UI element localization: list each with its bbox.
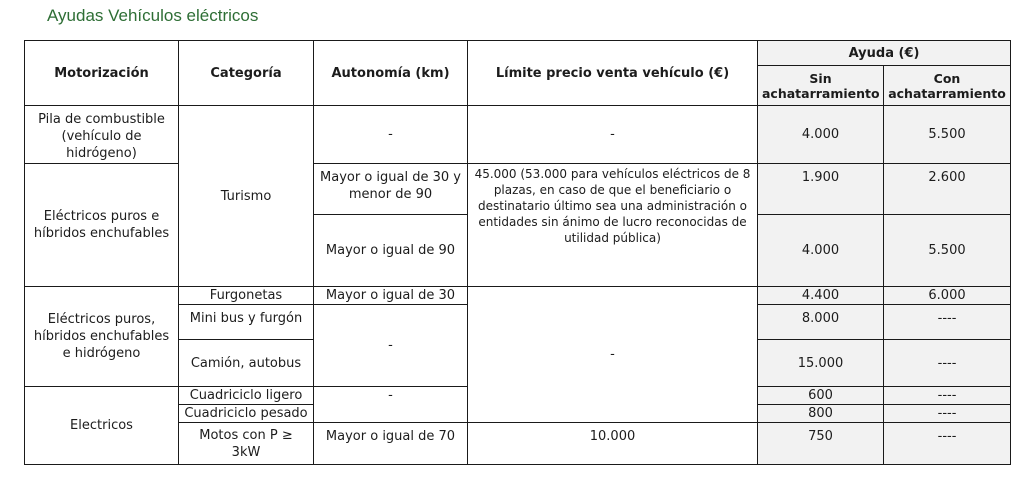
ayuda-sin-cell: 8.000 xyxy=(758,305,884,340)
header-autonomia: Autonomía (km) xyxy=(314,41,468,106)
categoria-cell: Camión, autobus xyxy=(179,340,314,387)
autonomia-cell: - xyxy=(314,387,468,423)
motorizacion-cell: Eléctricos puros e híbridos enchufables xyxy=(25,164,179,287)
header-ayuda: Ayuda (€) xyxy=(758,41,1011,66)
header-categoria: Categoría xyxy=(179,41,314,106)
categoria-cell: Motos con P ≥ 3kW xyxy=(179,423,314,465)
limite-cell: 10.000 xyxy=(468,423,758,465)
ayuda-con-cell: ---- xyxy=(884,423,1011,465)
categoria-cell: Cuadriciclo ligero xyxy=(179,387,314,405)
ayuda-sin-cell: 800 xyxy=(758,405,884,423)
motorizacion-cell: Electricos xyxy=(25,387,179,465)
ayuda-con-cell: 5.500 xyxy=(884,106,1011,164)
ayuda-con-cell: ---- xyxy=(884,340,1011,387)
table-row xyxy=(25,106,1011,164)
autonomia-cell: Mayor o igual de 30 xyxy=(314,287,468,305)
ayuda-con-cell: 5.500 xyxy=(884,215,1011,287)
page-title: Ayudas Vehículos eléctricos xyxy=(47,6,259,25)
categoria-cell: Mini bus y furgón xyxy=(179,305,314,340)
autonomia-cell: Mayor o igual de 70 xyxy=(314,423,468,465)
ayuda-con-cell: ---- xyxy=(884,305,1011,340)
header-motorizacion: Motorización xyxy=(25,41,179,106)
aid-table xyxy=(24,40,1011,465)
ayuda-sin-cell: 4.000 xyxy=(758,215,884,287)
autonomia-cell: - xyxy=(314,106,468,164)
table-row xyxy=(25,287,1011,305)
ayuda-sin-cell: 750 xyxy=(758,423,884,465)
autonomia-cell: Mayor o igual de 90 xyxy=(314,215,468,287)
categoria-cell: Furgonetas xyxy=(179,287,314,305)
motorizacion-cell: Pila de combustible (vehículo de hidrógeno) xyxy=(25,106,179,164)
ayuda-con-cell: ---- xyxy=(884,387,1011,405)
autonomia-cell: - xyxy=(314,305,468,387)
ayuda-con-cell: 2.600 xyxy=(884,164,1011,215)
motorizacion-cell: Eléctricos puros, híbridos enchufables e hidrógeno xyxy=(25,287,179,387)
ayuda-sin-cell: 1.900 xyxy=(758,164,884,215)
header-sin-achatarramiento: Sin achatarramiento xyxy=(758,66,884,106)
ayuda-sin-cell: 4.000 xyxy=(758,106,884,164)
ayuda-con-cell: 6.000 xyxy=(884,287,1011,305)
header-limite-precio: Límite precio venta vehículo (€) xyxy=(468,41,758,106)
categoria-cell: Cuadriciclo pesado xyxy=(179,405,314,423)
ayuda-sin-cell: 600 xyxy=(758,387,884,405)
categoria-cell: Turismo xyxy=(179,106,314,287)
autonomia-cell: Mayor o igual de 30 y menor de 90 xyxy=(314,164,468,215)
header-con-achatarramiento: Con achatarramiento xyxy=(884,66,1011,106)
ayuda-sin-cell: 15.000 xyxy=(758,340,884,387)
ayuda-con-cell: ---- xyxy=(884,405,1011,423)
table-row xyxy=(25,164,1011,215)
ayuda-sin-cell: 4.400 xyxy=(758,287,884,305)
limite-cell: - xyxy=(468,287,758,423)
limite-cell: - xyxy=(468,106,758,164)
limite-cell: 45.000 (53.000 para vehículos eléctricos de 8 plazas, en caso de que el beneficiario o destinatario último sea una administración o entidades sin ánimo de lucro reconocidas de utilidad pública) xyxy=(468,164,758,287)
